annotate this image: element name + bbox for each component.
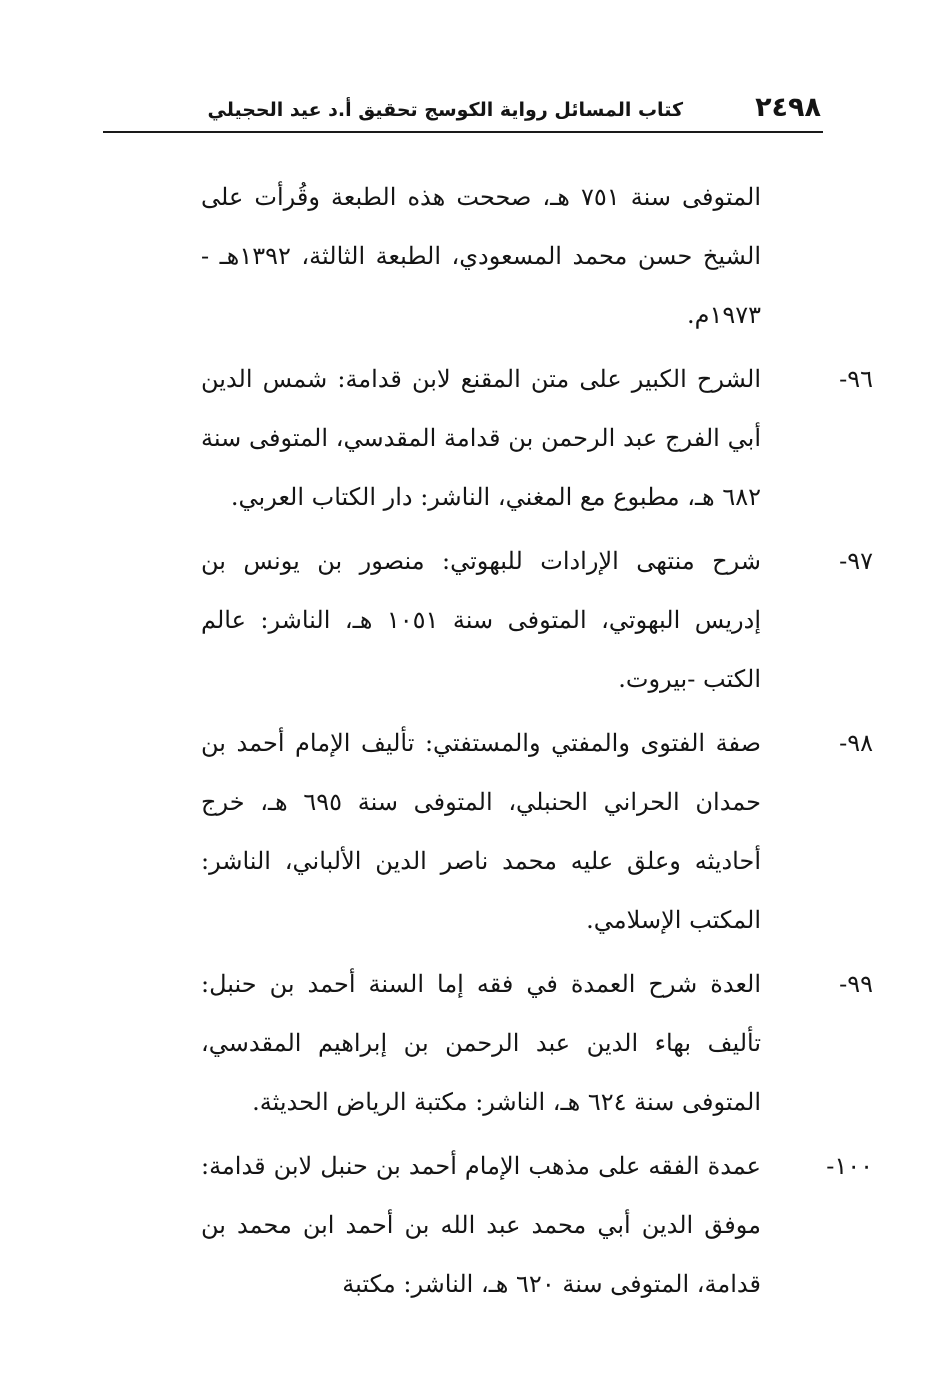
entry-number: ١٠٠- xyxy=(826,1152,873,1180)
entry-text: عمدة الفقه على مذهب الإمام أحمد بن حنبل لابن قدامة: موفق الدين أبي محمد عبد الله بن أحمد ابن محمد بن قدامة، المتوفى سنة ٦٢٠ هـ، الناشر: مكتبة xyxy=(201,1152,761,1298)
bibliography-entry-97 xyxy=(201,532,873,709)
bibliography-entry-continued xyxy=(201,168,761,345)
page-header xyxy=(103,88,823,130)
bibliography-list xyxy=(201,168,873,1319)
running-title: كتاب المسائل رواية الكوسج تحقيق أ.د عيد الحجيلي xyxy=(207,99,683,121)
entry-number: ٩٦- xyxy=(839,365,873,393)
entry-number: ٩٨- xyxy=(839,729,873,757)
entry-text: الشرح الكبير على متن المقنع لابن قدامة: شمس الدين أبي الفرج عبد الرحمن بن قدامة المقدسي، المتوفى سنة ٦٨٢ هـ، مطبوع مع المغني، الناشر: دار الكتاب العربي. xyxy=(201,365,761,511)
bibliography-entry-99 xyxy=(201,955,873,1132)
entry-number: ٩٩- xyxy=(839,970,873,998)
bibliography-entry-100 xyxy=(201,1137,873,1314)
entry-text: المتوفى سنة ٧٥١ هـ، صححت هذه الطبعة وقُرأت على الشيخ حسن محمد المسعودي، الطبعة الثالثة، ١٣٩٢هـ - ١٩٧٣م. xyxy=(201,183,762,329)
entry-number: ٩٧- xyxy=(839,547,873,575)
entry-text: شرح منتهى الإرادات للبهوتي: منصور بن يونس بن إدريس البهوتي، المتوفى سنة ١٠٥١ هـ، الناشر: عالم الكتب -بيروت. xyxy=(201,547,761,693)
bibliography-entry-96 xyxy=(201,350,873,527)
bibliography-entry-98 xyxy=(201,714,873,950)
entry-text: صفة الفتوى والمفتي والمستفتي: تأليف الإمام أحمد بن حمدان الحراني الحنبلي، المتوفى سنة ٦٩٥ هـ، خرج أحاديثه وعلق عليه محمد ناصر الدين الألباني، الناشر: المكتب الإسلامي. xyxy=(201,729,762,934)
header-divider xyxy=(103,131,823,133)
entry-text: العدة شرح العمدة في فقه إما السنة أحمد بن حنبل: تأليف بهاء الدين عبد الرحمن بن إبراهيم المقدسي، المتوفى سنة ٦٢٤ هـ، الناشر: مكتبة الرياض الحديثة. xyxy=(201,970,761,1116)
page-number: ٢٤٩٨ xyxy=(755,92,821,123)
